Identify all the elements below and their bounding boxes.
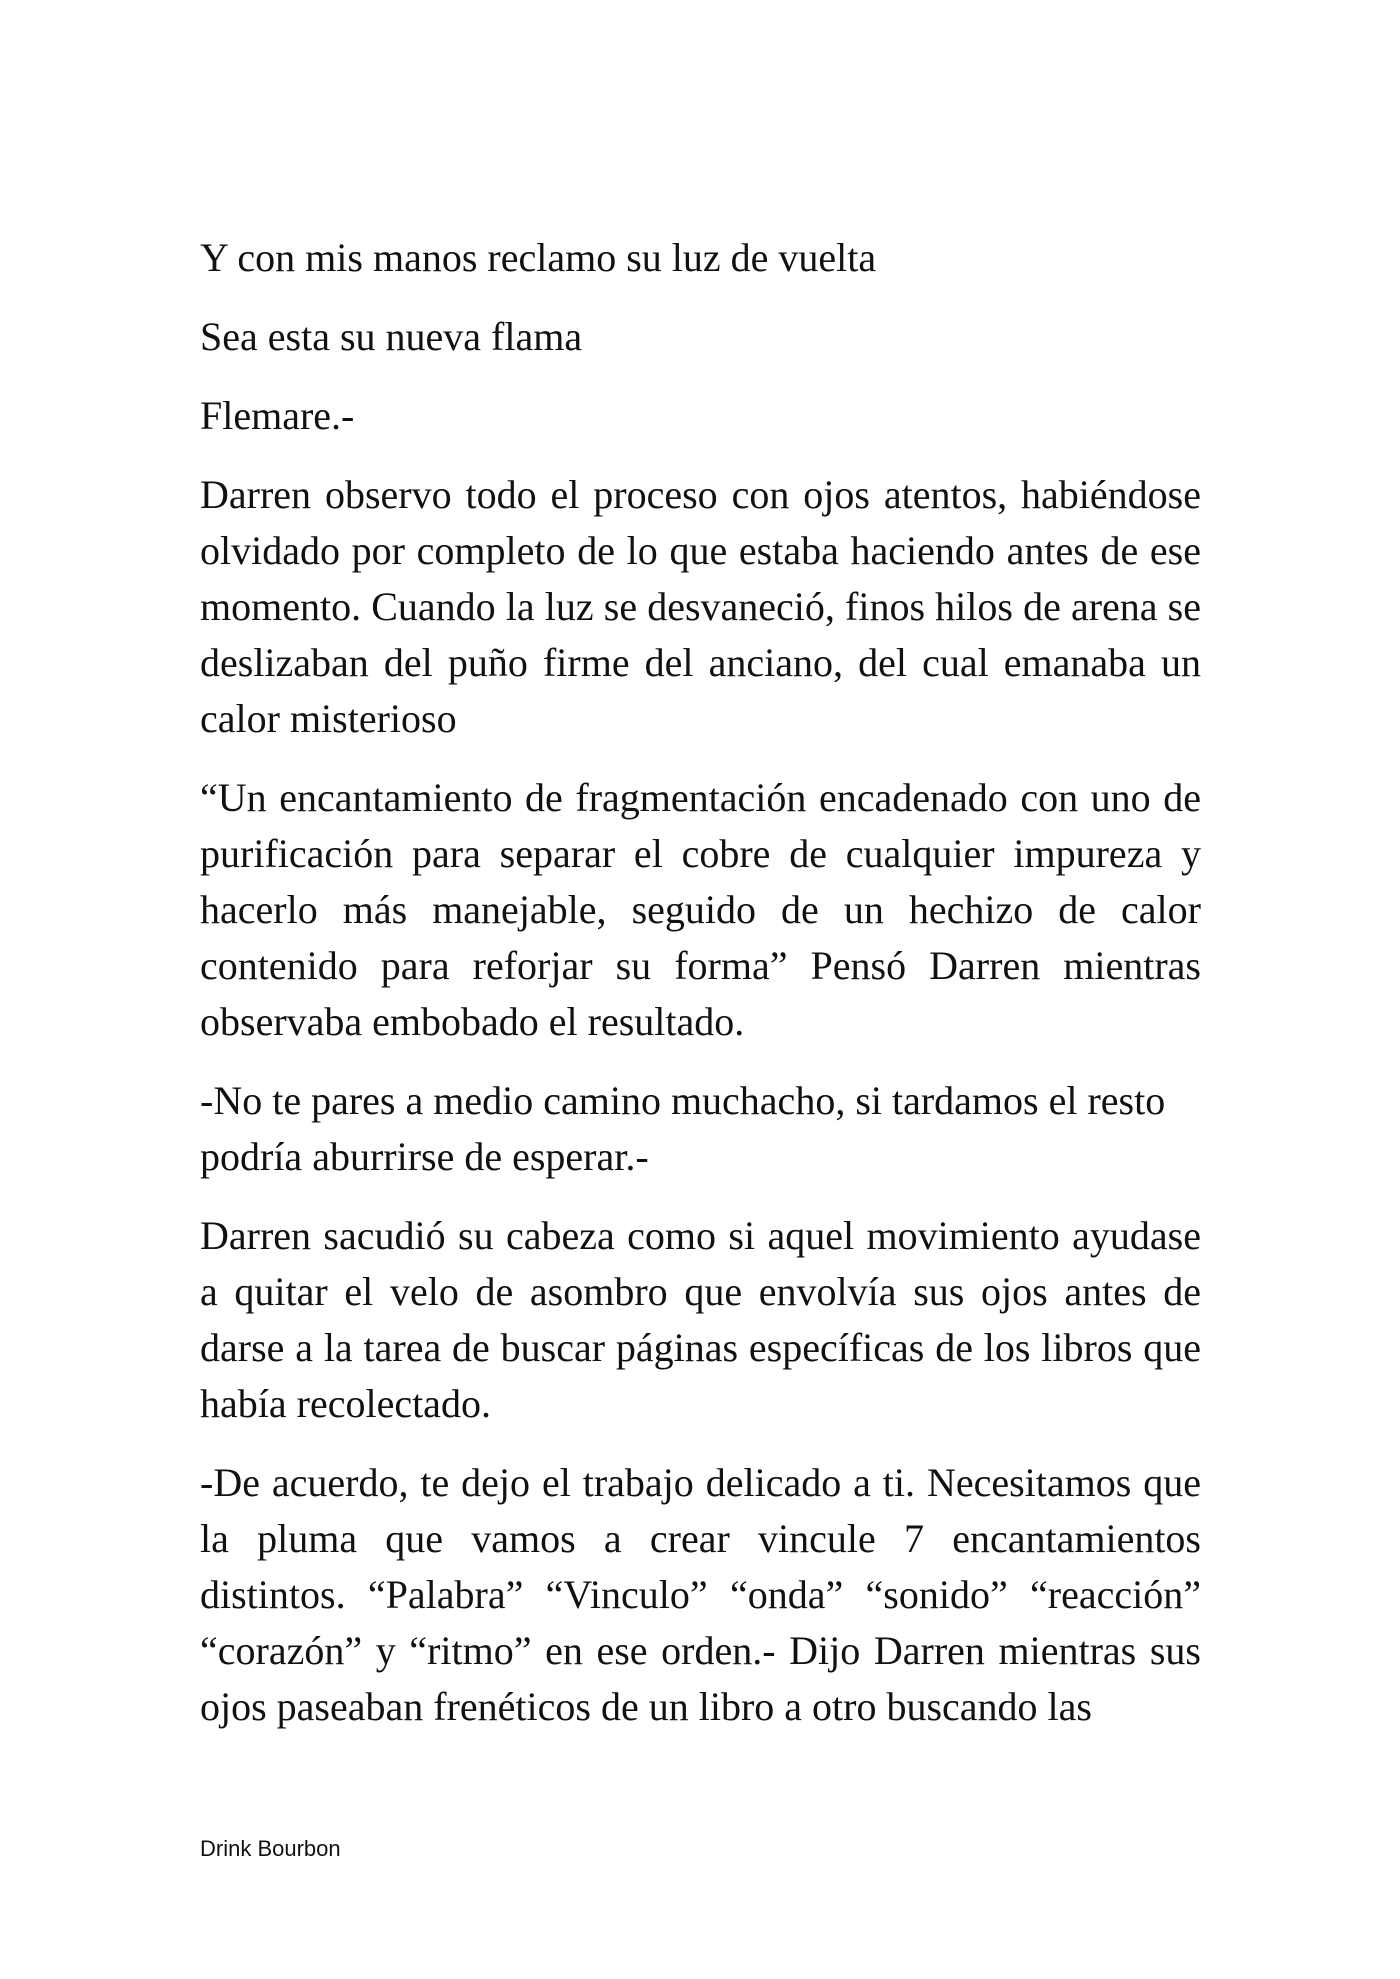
- page-footer: Drink Bourbon: [200, 1836, 341, 1861]
- paragraph: Darren sacudió su cabeza como si aquel movimiento ayudase a quitar el velo de asombro que envolvía sus ojos antes de darse a la tarea de buscar páginas específicas de los libros que había recolectado.: [200, 1213, 1201, 1426]
- body-text: [200, 230, 1201, 1758]
- paragraph: “Un encantamiento de fragmentación encadenado con uno de purificación para separar el cobre de cualquier impureza y hacerlo más manejable, seguido de un hechizo de calor contenido para reforjar su forma” Pensó Darren mientras observaba embobado el resultado.: [200, 775, 1201, 1044]
- paragraph: -No te pares a medio camino muchacho, si tardamos el resto podría aburrirse de esperar.-: [200, 1078, 1166, 1179]
- verse-line-2: Sea esta su nueva flama: [200, 314, 583, 359]
- paragraph: Darren observo todo el proceso con ojos atentos, habiéndose olvidado por completo de lo que estaba haciendo antes de ese momento. Cuando la luz se desvaneció, finos hilos de arena se deslizaban del puño firme del anciano, del cual emanaba un calor misterioso: [200, 472, 1201, 741]
- verse-line-1: Y con mis manos reclamo su luz de vuelta: [200, 235, 877, 280]
- verse-line-3: Flemare.-: [200, 393, 355, 438]
- paragraph: -De acuerdo, te dejo el trabajo delicado a ti. Necesitamos que la pluma que vamos a crear vincule 7 encantamientos distintos. “Palabra” “Vinculo” “onda” “sonido” “reacción” “corazón” y “ritmo” en ese orden.- Dijo Darren mientras sus ojos paseaban frenéticos de un libro a otro buscando las: [200, 1460, 1201, 1729]
